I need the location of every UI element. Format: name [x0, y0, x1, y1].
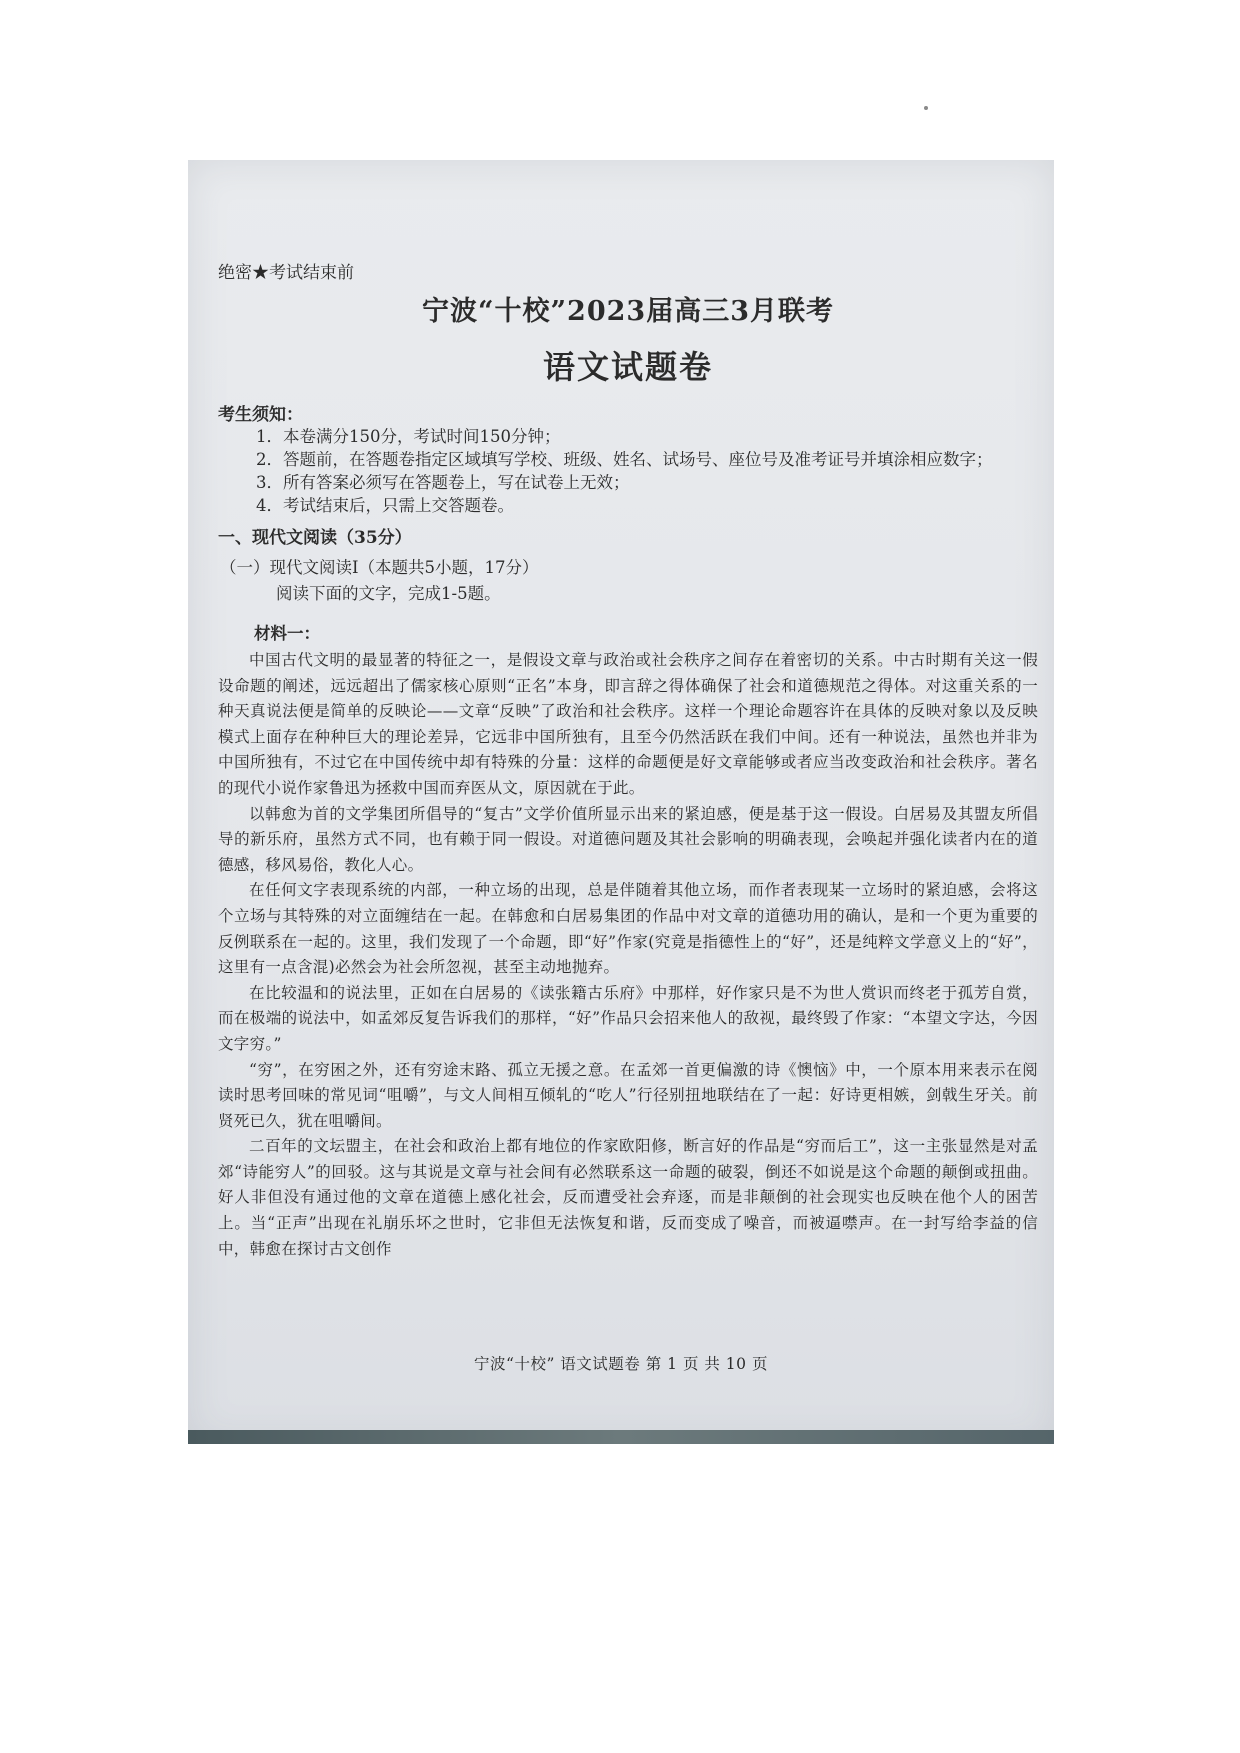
material-label: 材料一： — [254, 624, 320, 643]
notice-item: 4．考试结束后，只需上交答题卷。 — [256, 496, 514, 515]
passage-body — [218, 648, 1038, 1262]
sheet-bottom-edge — [188, 1430, 1054, 1444]
passage-paragraph: 中国古代文明的最显著的特征之一，是假设文章与政治或社会秩序之间存在着密切的关系。中古时期有关这一假设命题的阐述，远远超出了儒家核心原则“正名”本身，即言辞之得体确保了社会和道德规范之得体。对这重关系的一种天真说法便是简单的反映论——文章“反映”了政治和社会秩序。这样一个理论命题容许在具体的反映对象以及反映模式上面存在种种巨大的理论差异，它远非中国所独有，且至今仍然活跃在我们中间。还有一种说法，虽然也并非为中国所独有，不过它在中国传统中却有特殊的分量：这样的命题便是好文章能够或者应当改变政治和社会秩序。著名的现代小说作家鲁迅为拯救中国而弃医从文，原因就在于此。 — [218, 651, 1038, 797]
notice-item: 2．答题前，在答题卷指定区域填写学校、班级、姓名、试场号、座位号及准考证号并填涂相应数字； — [256, 450, 993, 469]
page-footer: 宁波“十校” 语文试题卷 第 1 页 共 10 页 — [474, 1355, 768, 1373]
exam-title: 宁波“十校”2023届高三3月联考 — [422, 296, 834, 327]
passage-paragraph: 在任何文字表现系统的内部，一种立场的出现，总是伴随着其他立场，而作者表现某一立场时的紧迫感，会将这个立场与其特殊的对立面缠结在一起。在韩愈和白居易集团的作品中对文章的道德功用的确认，是和一个更为重要的反例联系在一起的。这里，我们发现了一个命题，即“好”作家(究竟是指德性上的“好”，还是纯粹文学意义上的“好”，这里有一点含混)必然会为社会所忽视，甚至主动地抛弃。 — [218, 881, 1038, 977]
passage-paragraph: 以韩愈为首的文学集团所倡导的“复古”文学价值所显示出来的紧迫感，便是基于这一假设。白居易及其盟友所倡导的新乐府，虽然方式不同，也有赖于同一假设。对道德问题及其社会影响的明确表现，会唤起并强化读者内在的道德感，移风易俗，教化人心。 — [218, 804, 1038, 874]
passage-paragraph: 二百年的文坛盟主，在社会和政治上都有地位的作家欧阳修，断言好的作品是“穷而后工”，这一主张显然是对孟郊“诗能穷人”的回驳。这与其说是文章与社会间有必然联系这一命题的破裂，倒还不如说是这个命题的颠倒或扭曲。好人非但没有通过他的文章在道德上感化社会，反而遭受社会弃逐，而是非颠倒的社会现实也反映在他个人的困苦上。当“正声”出现在礼崩乐坏之世时，它非但无法恢复和谐，反而变成了噪音，而被逼噤声。在一封写给李益的信中，韩愈在探讨古文创作 — [218, 1137, 1038, 1258]
notice-list — [218, 425, 1038, 517]
section-heading: 一、现代文阅读（35分） — [218, 528, 412, 548]
exam-subtitle: 语文试题卷 — [542, 348, 713, 386]
notice-heading: 考生须知： — [218, 405, 303, 425]
notice-item: 1．本卷满分150分，考试时间150分钟； — [256, 427, 561, 446]
page-content — [218, 258, 1038, 1262]
scan-speck — [924, 106, 928, 110]
notice-item: 3．所有答案必须写在答题卷上，写在试卷上无效； — [256, 473, 630, 492]
sub-section-heading: （一）现代文阅读Ⅰ（本题共5小题，17分） — [220, 558, 539, 577]
passage-paragraph: “穷”，在穷困之外，还有穷途末路、孤立无援之意。在孟郊一首更偏激的诗《懊恼》中，一个原本用来表示在阅读时思考回味的常见词“咀嚼”，与文人间相互倾轧的“吃人”行径别扭地联结在了一起：好诗更相嫉，剑戟生牙关。前贤死已久，犹在咀嚼间。 — [218, 1060, 1038, 1130]
reading-instruction: 阅读下面的文字，完成1-5题。 — [276, 584, 501, 603]
passage-paragraph: 在比较温和的说法里，正如在白居易的《读张籍古乐府》中那样，好作家只是不为世人赏识而终老于孤芳自赏，而在极端的说法中，如孟郊反复告诉我们的那样，“好”作品只会招来他人的敌视，最终毁了作家：“本望文字达，今因文字穷。” — [218, 983, 1038, 1053]
secret-label: 绝密★考试结束前 — [218, 263, 354, 283]
